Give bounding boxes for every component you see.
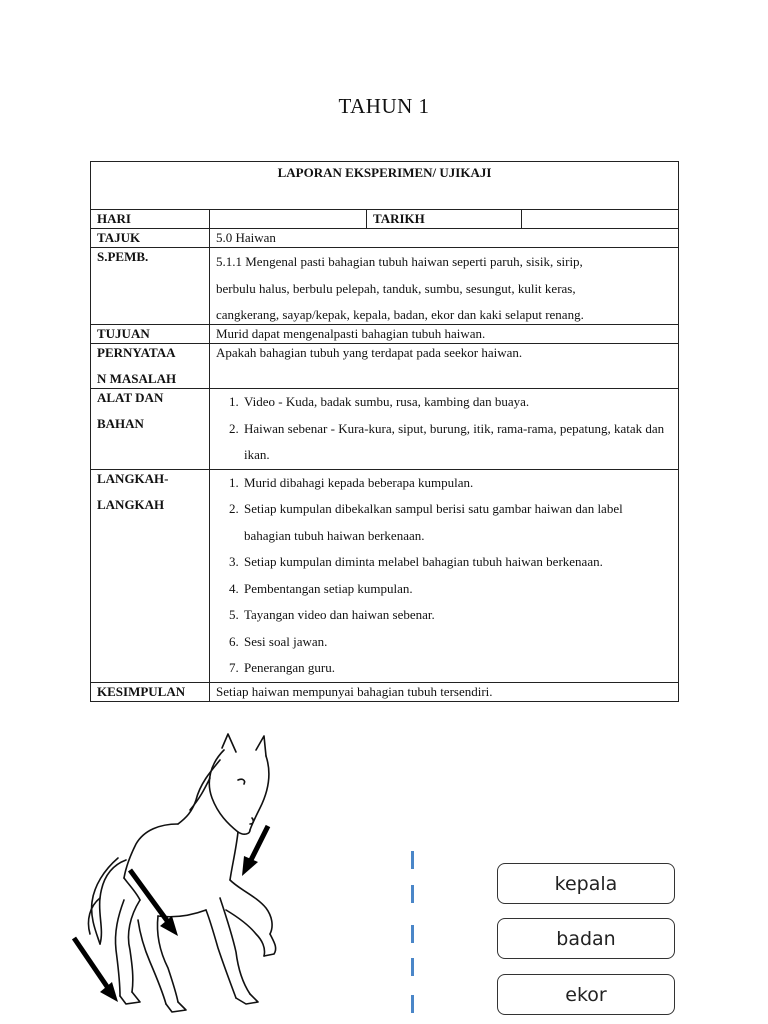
langkah-label-line: LANGKAH-	[97, 470, 169, 486]
spemb-line: 5.1.1 Mengenal pasti bahagian tubuh haiwan seperti paruh, sisik, sirip,	[216, 254, 583, 269]
langkah-value	[210, 469, 679, 682]
kesimpulan-label: KESIMPULAN	[91, 682, 210, 701]
alat-list	[216, 389, 672, 469]
label-kepala[interactable]: kepala	[497, 863, 675, 904]
hari-value-cell[interactable]	[210, 210, 367, 229]
tarikh-value-cell[interactable]	[522, 210, 679, 229]
list-item: 2. Haiwan sebenar - Kura-kura, siput, burung, itik, rama-rama, pepatung, katak dan ikan.	[242, 416, 672, 469]
pernyataan-label-line: N MASALAH	[97, 371, 177, 386]
label-badan[interactable]: badan	[497, 918, 675, 959]
cut-line-dash	[411, 925, 414, 943]
cut-line-dash	[411, 958, 414, 976]
cut-line-dash	[411, 995, 414, 1013]
alat-label-line: BAHAN	[97, 416, 144, 431]
arrow-icon	[74, 938, 108, 988]
list-item: 3. Setiap kumpulan diminta melabel bahagian tubuh haiwan berkenaan.	[242, 549, 672, 576]
alat-label-line: ALAT DAN	[97, 390, 164, 405]
langkah-label-line: LANGKAH	[97, 496, 165, 512]
horse-icon	[88, 734, 275, 1012]
label-ekor[interactable]: ekor	[497, 974, 675, 1015]
horse-drawing	[60, 720, 360, 1024]
page-heading: TAHUN 1	[338, 94, 430, 118]
alat-value	[210, 389, 679, 470]
tarikh-label: TARIKH	[367, 210, 522, 229]
cut-line-dash	[411, 885, 414, 903]
arrow-icon	[130, 870, 168, 922]
spemb-value	[210, 248, 679, 325]
kesimpulan-value: Setiap haiwan mempunyai bahagian tubuh tersendiri.	[210, 682, 679, 701]
langkah-list	[216, 470, 672, 682]
pernyataan-value: Apakah bahagian tubuh yang terdapat pada seekor haiwan.	[210, 344, 679, 389]
tujuan-label: TUJUAN	[91, 325, 210, 344]
arrow-icon	[250, 826, 268, 862]
list-item: 7. Penerangan guru.	[242, 655, 672, 682]
pernyataan-label	[91, 344, 210, 389]
arrow-head-icon	[242, 856, 258, 876]
langkah-label	[91, 469, 210, 682]
cut-line-dash	[411, 851, 414, 869]
tajuk-value: 5.0 Haiwan	[210, 229, 679, 248]
arrow-head-icon	[100, 982, 118, 1002]
spemb-line: cangkerang, sayap/kepak, kepala, badan, ekor dan kaki selaput renang.	[216, 307, 584, 322]
list-item: 1. Murid dibahagi kepada beberapa kumpulan.	[242, 470, 672, 497]
spemb-label: S.PEMB.	[91, 248, 210, 325]
list-item: 1. Video - Kuda, badak sumbu, rusa, kambing dan buaya.	[242, 389, 672, 416]
report-title: LAPORAN EKSPERIMEN/ UJIKAJI	[91, 162, 679, 210]
list-item: 6. Sesi soal jawan.	[242, 629, 672, 656]
list-item: 5. Tayangan video dan haiwan sebenar.	[242, 602, 672, 629]
pernyataan-label-line: PERNYATAA	[97, 345, 176, 360]
spemb-line: berbulu halus, berbulu pelepah, tanduk, sumbu, sesungut, kulit keras,	[216, 281, 576, 296]
report-table	[90, 161, 679, 702]
hari-label: HARI	[91, 210, 210, 229]
arrow-head-icon	[160, 916, 178, 936]
tajuk-label: TAJUK	[91, 229, 210, 248]
list-item: 2. Setiap kumpulan dibekalkan sampul berisi satu gambar haiwan dan label bahagian tubuh haiwan berkenaan.	[242, 496, 672, 549]
alat-label	[91, 389, 210, 470]
list-item: 4. Pembentangan setiap kumpulan.	[242, 576, 672, 603]
tujuan-value: Murid dapat mengenalpasti bahagian tubuh haiwan.	[210, 325, 679, 344]
